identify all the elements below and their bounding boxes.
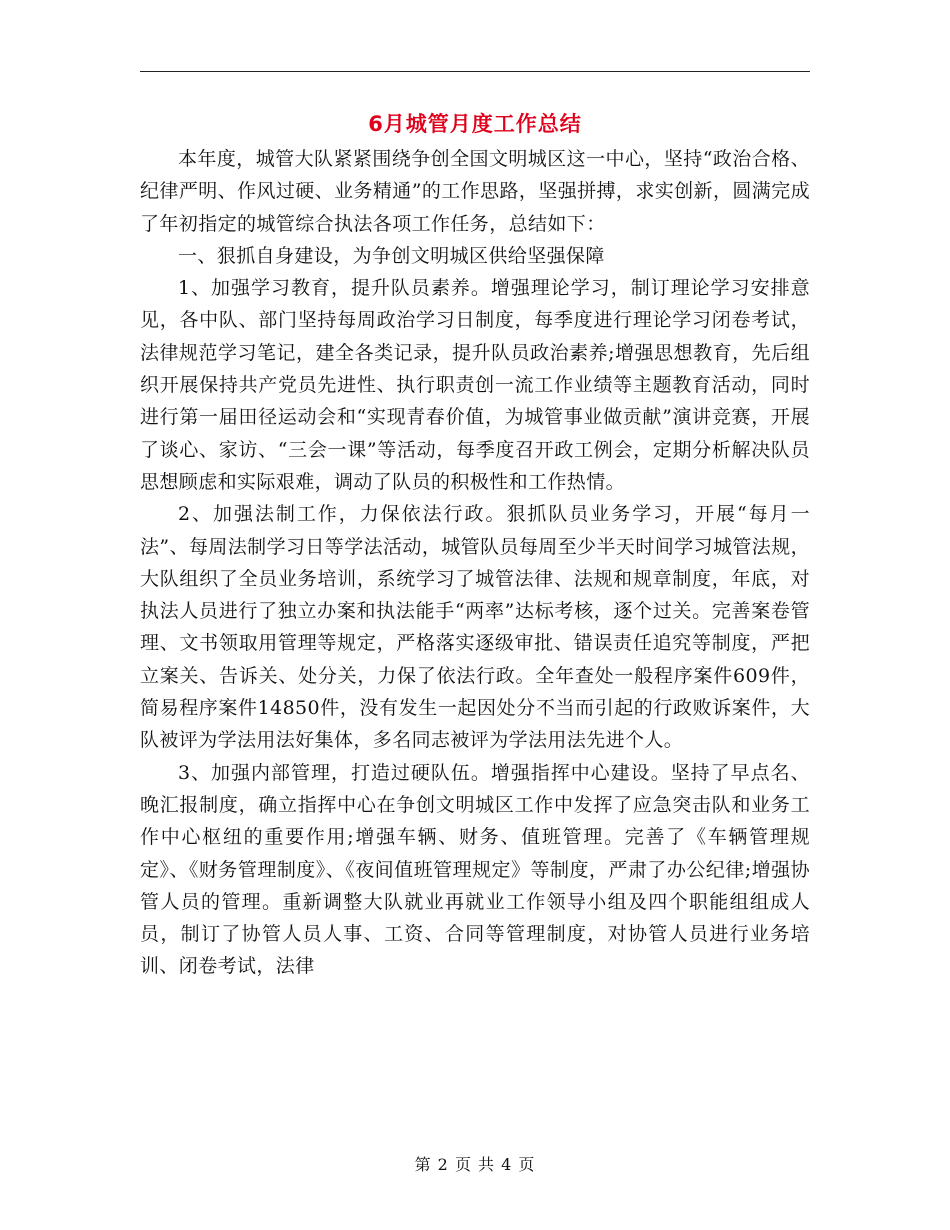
paragraph-management: 3、加强内部管理，打造过硬队伍。增强指挥中心建设。坚持了早点名、晚汇报制度，确立指挥中心在争创文明城区工作中发挥了应急突击队和业务工作中心枢纽的重要作用;增强车辆、财务、值班管理。完善了《车辆管理规定》、《财务管理制度》、《夜间值班管理规定》等制度，严肃了办公纪律;增强协管人员的管理。重新调整大队就业再就业工作领导小组及四个职能组组成人员，制订了协管人员人事、工资、合同等管理制度，对协管人员进行业务培训、闭卷考试，法律 [140, 761, 810, 978]
paragraph-study: 1、加强学习教育，提升队员素养。增强理论学习，制订理论学习安排意见，各中队、部门坚持每周政治学习日制度，每季度进行理论学习闭卷考试，法律规范学习笔记，建全各类记录，提升队员政治素养;增强思想教育，先后组织开展保持共产党员先进性、执行职责创一流工作业绩等主题教育活动，同时进行第一届田径运动会和“实现青春价值，为城管事业做贡献”演讲竞赛，开展了谈心、家访、“三会一课”等活动，每季度召开政工例会，定期分析解决队员思想顾虑和实际艰难，调动了队员的积极性和工作热情。 [140, 277, 810, 493]
section-heading: 一、狠抓自身建设，为争创文明城区供给坚强保障 [178, 244, 605, 267]
header-rule [140, 71, 810, 72]
document-title: 6月城管月度工作总结 [368, 112, 582, 136]
paragraph-intro: 本年度，城管大队紧紧围绕争创全国文明城区这一中心，坚持“政治合格、纪律严明、作风过硬、业务精通”的工作思路，坚强拼搏，求实创新，圆满完成了年初指定的城管综合执法各项工作任务，总结如下： [140, 148, 810, 235]
paragraph-legal: 2、加强法制工作，力保依法行政。狠抓队员业务学习，开展“每月一法”、每周法制学习日等学法活动，城管队员每周至少半天时间学习城管法规，大队组织了全员业务培训，系统学习了城管法律、法规和规章制度，年底，对执法人员进行了独立办案和执法能手“两率”达标考核，逐个过关。完善案卷管理、文书领取用管理等规定，严格落实逐级审批、错误责任追究等制度，严把立案关、告诉关、处分关，力保了依法行政。全年查处一般程序案件609件，简易程序案件14850件，没有发生一起因处分不当而引起的行政败诉案件，大队被评为学法用法好集体，多名同志被评为学法用法先进个人。 [140, 503, 810, 752]
page-footer: 第 2 页 共 4 页 [414, 1155, 536, 1174]
document-body [140, 143, 810, 983]
